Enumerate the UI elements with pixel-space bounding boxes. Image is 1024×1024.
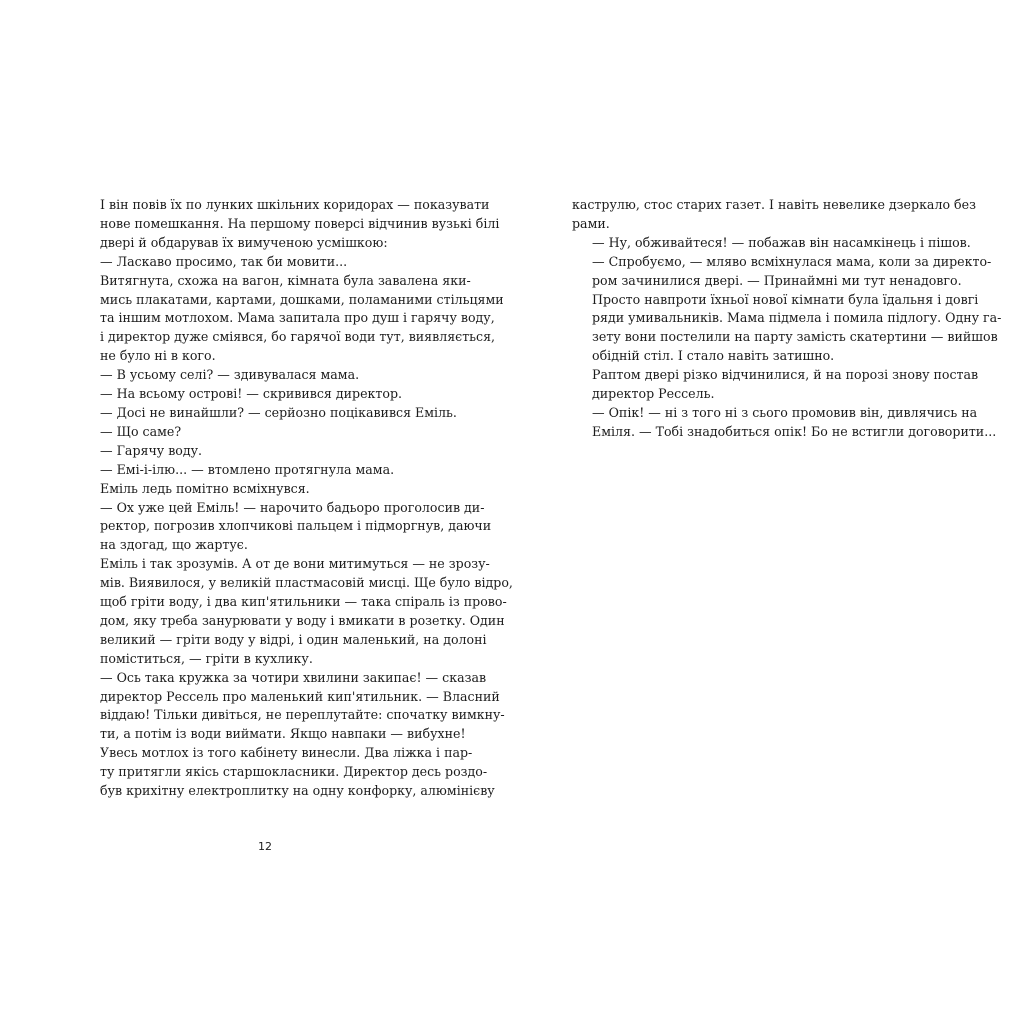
text-line: Увесь мотлох із того кабінету винесли. Два ліжка і пар- — [100, 745, 473, 761]
text-line: на здогад, що жартує. — [100, 537, 248, 553]
text-line: — Досі не винайшли? — серйозно поцікавився Еміль. — [100, 404, 457, 420]
text-line: директор Рессель про маленький кип'ятильник. — Власний — [100, 688, 500, 704]
text-line: — Ось така кружка за чотири хвилини закипає! — сказав — [100, 669, 487, 685]
text-line: був крихітну електроплитку на одну конфорку, алюмінієву — [100, 783, 495, 799]
text-line: Еміля. — Тобі знадобиться опік! Бо не встигли договорити... — [592, 423, 997, 439]
text-line: щоб гріти воду, і два кип'ятильники — така спіраль із прово- — [100, 594, 507, 610]
text-line: ряди умивальників. Мама підмела і помила підлогу. Одну га- — [592, 310, 1002, 326]
text-line: рами. — [572, 215, 610, 231]
right-column — [572, 196, 1002, 442]
paragraph — [80, 461, 453, 480]
text-line: поміститься, — гріти в кухлику. — [100, 650, 313, 666]
paragraph — [80, 744, 495, 801]
text-line: нове помешкання. На першому поверсі відчинив вузькі білі — [100, 215, 500, 231]
text-line: мись плакатами, картами, дошками, поламаними стільцями — [100, 291, 504, 307]
paragraph — [80, 555, 513, 668]
paragraph — [572, 404, 997, 442]
text-line: — Спробуємо, — мляво всміхнулася мама, коли за директо- — [592, 253, 992, 269]
text-line: Просто навпроти їхньої нової кімнати була їдальня і довгі — [592, 291, 979, 307]
paragraph — [572, 253, 992, 291]
text-line: — Ох уже цей Еміль! — нарочито бадьоро проголосив ди- — [100, 499, 485, 515]
paragraph — [80, 196, 500, 253]
text-line: — В усьому селі? — здивувалася мама. — [100, 367, 360, 383]
page-number: 12 — [258, 840, 272, 853]
text-line: великий — гріти воду у відрі, і один маленький, на долоні — [100, 631, 487, 647]
text-line: мів. Виявилося, у великій пластмасовій мисці. Ще було відро, — [100, 575, 513, 591]
text-line: Еміль і так зрозумів. А от де вони митимуться — не зрозу- — [100, 556, 490, 572]
paragraph — [80, 253, 453, 272]
text-line: Витягнута, схожа на вагон, кімната була завалена яки- — [100, 272, 471, 288]
text-line: І він повів їх по лунких шкільних коридорах — показувати — [100, 197, 490, 212]
paragraph — [80, 423, 453, 442]
paragraph — [572, 366, 979, 404]
paragraph — [80, 669, 505, 745]
text-line: обідній стіл. І стало навіть затишно. — [592, 348, 835, 364]
paragraph — [80, 385, 453, 404]
paragraph — [572, 196, 976, 234]
left-column — [80, 196, 513, 801]
text-line: двері й обдарував їх вимученою усмішкою: — [100, 234, 388, 250]
text-line: Раптом двері різко відчинилися, й на порозі знову постав — [592, 367, 979, 383]
text-line: ром зачинилися двері. — Принаймні ми тут ненадовго. — [592, 272, 962, 288]
text-line: — Ну, обживайтеся! — побажав він насамкінець і пішов. — [592, 234, 971, 250]
paragraph — [572, 291, 1002, 367]
text-line: не було ні в кого. — [100, 348, 216, 364]
text-line: директор Рессель. — [592, 386, 715, 402]
text-line: — Ласкаво просимо, так би мовити... — [100, 253, 348, 269]
text-line: каструлю, стос старих газет. І навіть невелике дзеркало без — [572, 197, 976, 212]
paragraph — [80, 272, 504, 367]
text-line: зету вони постелили на парту замість скатертини — вийшов — [592, 329, 998, 345]
text-line: — Емі-і-ілю... — втомлено протягнула мама. — [100, 461, 395, 477]
text-line: ти, а потім із води виймати. Якщо навпаки — вибухне! — [100, 726, 466, 742]
paragraph — [80, 366, 453, 385]
paragraph — [80, 480, 453, 499]
text-line: — Опік! — ні з того ні з сього промовив він, дивлячись на — [592, 404, 978, 420]
paragraph — [80, 442, 453, 461]
text-line: віддаю! Тільки дивіться, не переплутайте: спочатку вимкну- — [100, 707, 505, 723]
text-line: та іншим мотлохом. Мама запитала про душ і гарячу воду, — [100, 310, 495, 326]
paragraph — [80, 499, 492, 556]
paragraph — [572, 234, 971, 253]
text-line: Еміль ледь помітно всміхнувся. — [100, 480, 310, 496]
text-line: — На всьому острові! — скривився директор. — [100, 386, 403, 402]
paragraph — [80, 404, 457, 423]
text-line: і директор дуже сміявся, бо гарячої води тут, виявляється, — [100, 329, 496, 345]
text-line: дом, яку треба занурювати у воду і вмикати в розетку. Один — [100, 612, 505, 628]
text-line: ту притягли якісь старшокласники. Директор десь роздо- — [100, 764, 488, 780]
text-line: — Що саме? — [100, 423, 182, 439]
text-line: ректор, погрозив хлопчикові пальцем і підморгнув, даючи — [100, 518, 492, 534]
text-line: — Гарячу воду. — [100, 442, 203, 458]
